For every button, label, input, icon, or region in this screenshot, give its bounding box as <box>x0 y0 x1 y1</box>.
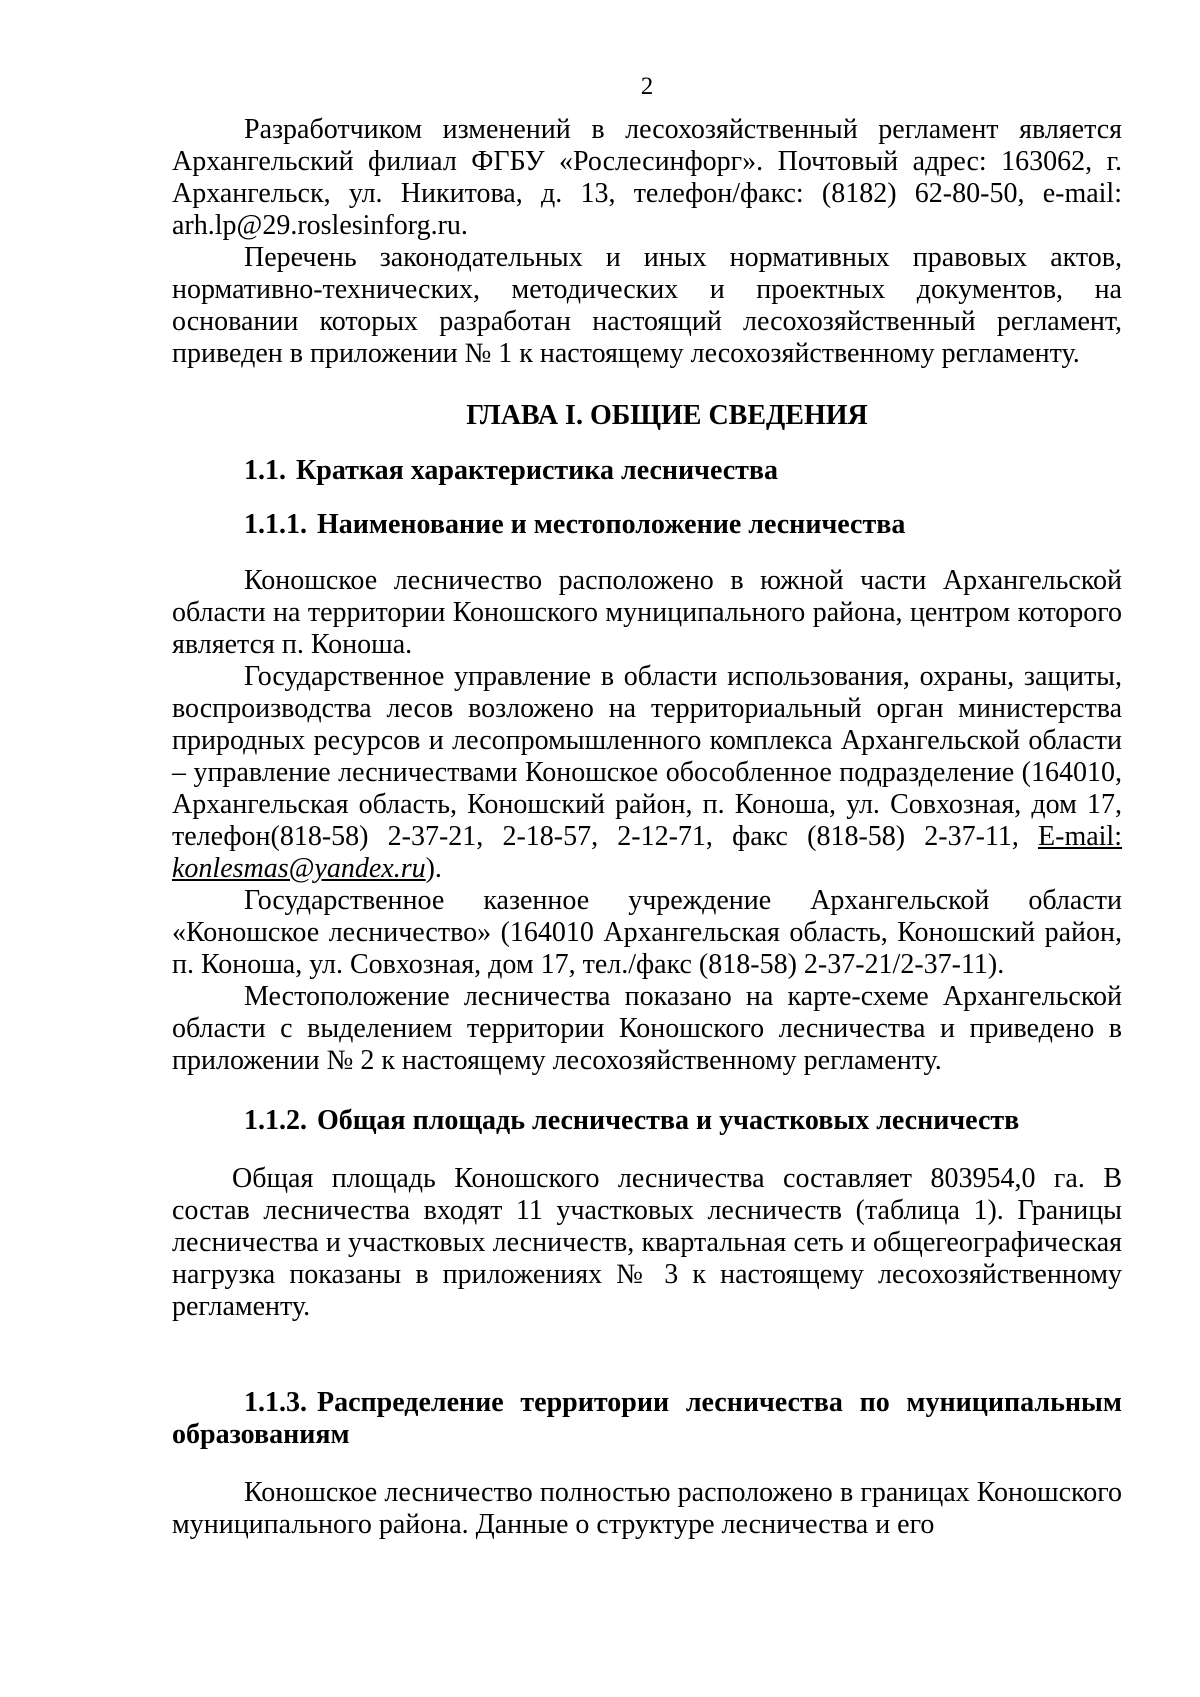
section-title-1-1-2: Общая площадь лесничества и участковых лесничеств <box>317 1105 1020 1136</box>
legal-acts-paragraph: Перечень законодательных и иных нормативных правовых актов, нормативно-технических, методических и проектных документов, на основании которых разработан настоящий лесохозяйственный регламент, приведен в приложении № 1 к настоящему лесохозяйственному регламенту. <box>172 242 1122 369</box>
chapter-heading: ГЛАВА I. ОБЩИЕ СВЕДЕНИЯ <box>466 400 868 431</box>
section-number-1-1: 1.1. <box>244 455 286 486</box>
management-text: Государственное управление в области использования, охраны, защиты, воспроизводства лесов возложено на территориальный орган министерства природных ресурсов и лесопромышленного комплекса Архангельской области – управление лесничествами Коношское обособленное подразделение (164010, Архангельская область, Коношский район, п. Коноша, ул. Совхозная, дом 17, телефон(818-58) 2-37-21, 2-18-57, 2-12-71, факс (818-58) 2-37-11, <box>172 661 1122 852</box>
section-number-1-1-3: 1.1.3. <box>244 1387 307 1418</box>
section-heading-1-1-3 <box>172 1387 1122 1451</box>
management-paragraph <box>172 661 1122 885</box>
section-title-1-1: Краткая характеристика лесничества <box>296 455 779 486</box>
email-label: E-mail: <box>1038 821 1122 852</box>
section-title-1-1-3: Распределение территории лесничества по муниципальным образованиям <box>172 1387 1122 1450</box>
institution-paragraph: Государственное казенное учреждение Архангельской области «Коношское лесничество» (164010 Архангельская область, Коношский район, п. Коноша, ул. Совхозная, дом 17, тел./факс (818-58) 2-37-21/2-37-11). <box>172 885 1122 980</box>
section-number-1-1-2: 1.1.2. <box>244 1105 307 1136</box>
email-close: ). <box>425 853 442 884</box>
area-paragraph: Общая площадь Коношского лесничества составляет 803954,0 га. В состав лесничества входят 11 участковых лесничеств (таблица 1). Границы лесничества и участковых лесничеств, квартальная сеть и общегеографическая нагрузка показаны в приложениях № 3 к настоящему лесохозяйственному регламенту. <box>172 1163 1122 1322</box>
section-heading-1-1-1 <box>172 509 1122 541</box>
developer-paragraph: Разработчиком изменений в лесохозяйственный регламент является Архангельский филиал ФГБУ «Рослесинфорг». Почтовый адрес: 163062, г. Архангельск, ул. Никитова, д. 13, телефон/факс: (8182) 62-80-50, e-mail: arh.lp@29.roslesinforg.ru. <box>172 114 1122 241</box>
email-link[interactable]: konlesmas@yandex.ru <box>172 853 426 884</box>
page-number: 2 <box>640 73 654 100</box>
document-page <box>172 60 1122 1541</box>
location-paragraph: Коношское лесничество расположено в южной части Архангельской области на территории Коношского муниципального района, центром которого является п. Коноша. <box>172 565 1122 660</box>
section-number-1-1-1: 1.1.1. <box>244 509 307 540</box>
municipal-paragraph: Коношское лесничество полностью расположено в границах Коношского муниципального района. Данные о структуре лесничества и его <box>172 1477 1122 1540</box>
section-heading-1-1-2 <box>172 1105 1122 1137</box>
map-paragraph: Местоположение лесничества показано на карте-схеме Архангельской области с выделением территории Коношского лесничества и приведено в приложении № 2 к настоящему лесохозяйственному регламенту. <box>172 981 1122 1076</box>
section-heading-1-1 <box>172 455 1122 487</box>
section-title-1-1-1: Наименование и местоположение лесничества <box>317 509 906 540</box>
